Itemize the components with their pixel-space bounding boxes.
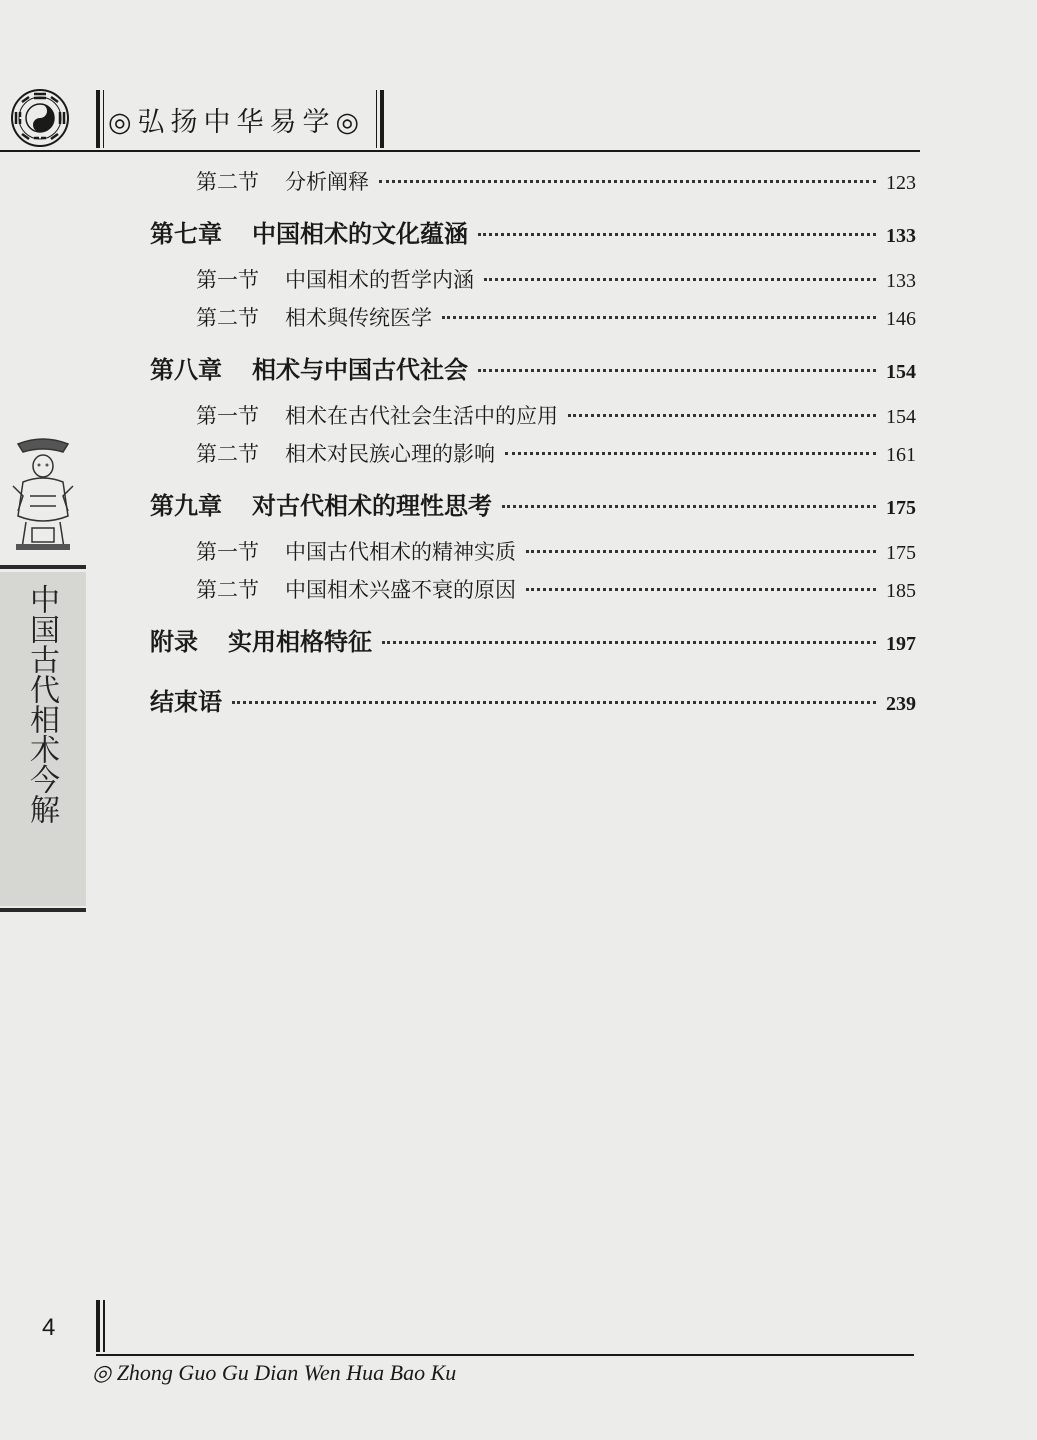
toc-row[interactable] — [196, 166, 916, 196]
toc-number: 第一节 — [196, 268, 259, 292]
dot-leader — [478, 369, 876, 372]
page-number: 4 — [42, 1314, 56, 1341]
toc-title: 结束语 — [150, 688, 222, 716]
toc-row[interactable] — [150, 350, 916, 385]
toc-page: 175 — [886, 542, 916, 564]
toc-page: 161 — [886, 444, 916, 466]
toc-title: 分析阐释 — [285, 170, 369, 194]
toc-row[interactable] — [196, 438, 916, 468]
toc-number: 第一节 — [196, 404, 259, 428]
dot-leader — [526, 550, 876, 553]
toc-title: 实用相格特征 — [228, 628, 372, 656]
toc-page: 146 — [886, 308, 916, 330]
dot-leader — [505, 452, 876, 455]
toc-row[interactable] — [150, 622, 916, 657]
dot-leader — [382, 641, 876, 644]
toc-row[interactable] — [196, 302, 916, 332]
toc-title: 相术在古代社会生活中的应用 — [285, 404, 558, 428]
dot-leader — [478, 233, 876, 236]
toc-page: 123 — [886, 172, 916, 194]
toc-title: 中国相术兴盛不衰的原因 — [285, 578, 516, 602]
toc-title: 相术與传统医学 — [285, 306, 432, 330]
toc-title: 中国古代相术的精神实质 — [285, 540, 516, 564]
toc-row[interactable] — [150, 214, 916, 249]
toc-number: 附录 — [150, 628, 198, 656]
dot-leader — [232, 701, 876, 704]
toc-number: 第二节 — [196, 442, 259, 466]
toc-row[interactable] — [150, 486, 916, 521]
toc-number: 第九章 — [150, 492, 222, 520]
toc-title: 中国相术的文化蕴涵 — [252, 220, 468, 248]
toc-row[interactable] — [196, 536, 916, 566]
dot-leader — [568, 414, 876, 417]
toc-number: 第八章 — [150, 356, 222, 384]
toc-row[interactable] — [196, 264, 916, 294]
toc-title: 相术与中国古代社会 — [252, 356, 468, 384]
toc-number: 第一节 — [196, 540, 259, 564]
dot-leader — [484, 278, 876, 281]
toc-title: 对古代相术的理性思考 — [252, 492, 492, 520]
toc-page: 133 — [886, 270, 916, 292]
toc-number: 第二节 — [196, 170, 259, 194]
series-pinyin: ◎ Zhong Guo Gu Dian Wen Hua Bao Ku — [92, 1360, 457, 1385]
toc-title: 相术对民族心理的影响 — [285, 442, 495, 466]
toc-page: 154 — [886, 361, 916, 383]
toc-page: 239 — [886, 693, 916, 715]
toc-number: 第二节 — [196, 578, 259, 602]
dot-leader — [502, 505, 876, 508]
dot-leader — [526, 588, 876, 591]
toc-number: 第七章 — [150, 220, 222, 248]
toc-page: 175 — [886, 497, 916, 519]
toc-page: 197 — [886, 633, 916, 655]
footer-rule — [96, 1354, 914, 1356]
toc-row[interactable] — [196, 574, 916, 604]
toc-row[interactable] — [150, 682, 916, 717]
series-title: ◎弘扬中华易学◎ — [108, 107, 366, 138]
toc-page: 133 — [886, 225, 916, 247]
toc-row[interactable] — [196, 400, 916, 430]
dot-leader — [442, 316, 876, 319]
vertical-book-title: 中国古代相术今解 — [24, 584, 59, 824]
toc-page: 185 — [886, 580, 916, 602]
toc-page: 154 — [886, 406, 916, 428]
toc-title: 中国相术的哲学内涵 — [285, 268, 474, 292]
dot-leader — [379, 180, 876, 183]
footer-divider — [96, 1300, 105, 1352]
toc-number: 第二节 — [196, 306, 259, 330]
